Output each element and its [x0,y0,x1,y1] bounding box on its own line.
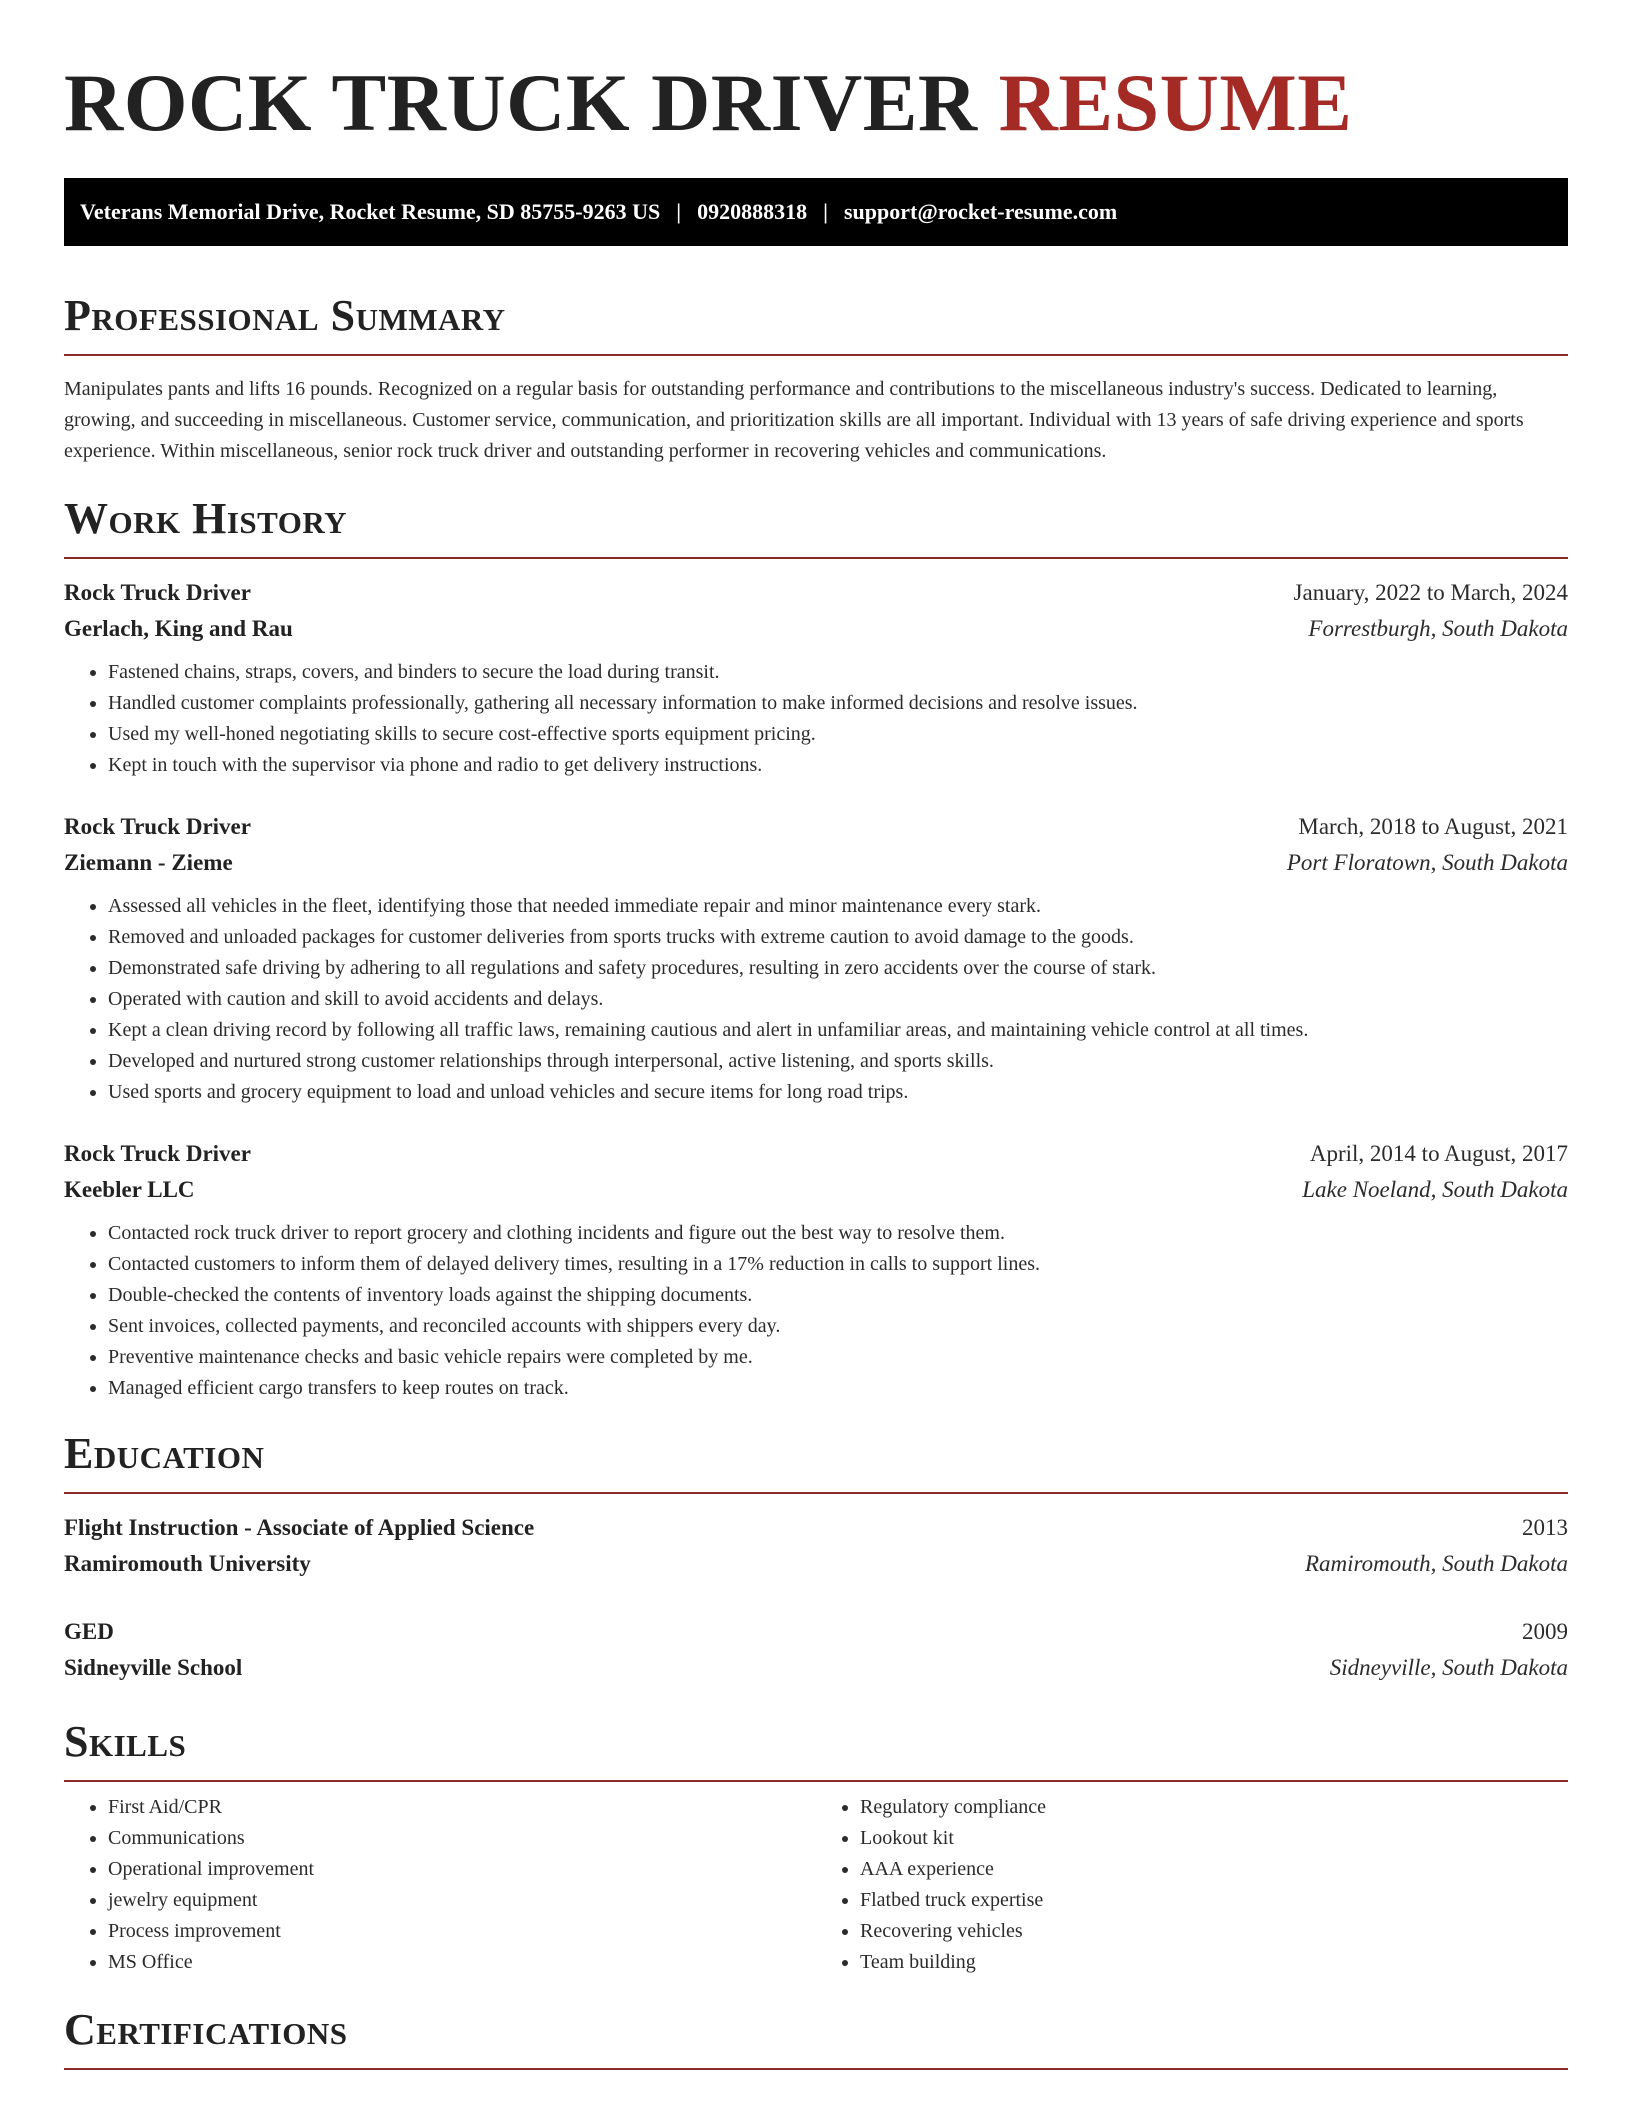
list-item: • Sent invoices, collected payments, and reconciled accounts with shippers every day. [108,1311,1568,1342]
contact-separator: | [823,199,828,224]
education-degree-row [64,1614,1568,1650]
list-item: • Lookout kit [860,1823,1568,1854]
certifications-heading: Certifications [64,2005,348,2054]
work-history-section [64,493,1568,1404]
job-bullets [64,1218,1568,1404]
list-item: • Assessed all vehicles in the fleet, identifying those that needed immediate repair and minor maintenance every stark. [108,891,1568,922]
section-divider [64,354,1568,356]
list-item: • MS Office [108,1947,816,1978]
list-item: • jewelry equipment [108,1885,816,1916]
job-header-row [64,575,1568,611]
job-dates: April, 2014 to August, 2017 [1309,1141,1568,1166]
job-header-row [64,809,1568,845]
list-item: • Fastened chains, straps, covers, and binders to secure the load during transit. [108,657,1568,688]
job-company: Keebler LLC [64,1177,195,1202]
job-dates: March, 2018 to August, 2021 [1298,814,1568,839]
list-item: • Removed and unloaded packages for customer deliveries from sports trucks with extreme caution to avoid damage to the goods. [108,922,1568,953]
list-item: • Contacted rock truck driver to report grocery and clothing incidents and figure out the best way to resolve them. [108,1218,1568,1249]
list-item: • Handled customer complaints professionally, gathering all necessary information to make informed decisions and resolve issues. [108,688,1568,719]
job-company-row [64,1172,1568,1208]
title-main: ROCK TRUCK DRIVER [64,57,978,148]
education-location: Sidneyville, South Dakota [1329,1655,1568,1680]
section-divider [64,557,1568,559]
job-location: Port Floratown, South Dakota [1286,850,1568,875]
job-location: Forrestburgh, South Dakota [1308,616,1568,641]
job-title: Rock Truck Driver [64,814,251,839]
section-divider [64,1780,1568,1782]
job-company: Ziemann - Zieme [64,850,233,875]
contact-email: support@rocket-resume.com [843,199,1118,224]
job-company: Gerlach, King and Rau [64,616,293,641]
list-item: • Used sports and grocery equipment to load and unload vehicles and secure items for long road trips. [108,1077,1568,1108]
summary-section [64,290,1568,467]
section-divider [64,1492,1568,1494]
education-entry [64,1510,1568,1582]
work-history-heading: Work History [64,494,348,543]
list-item: • AAA experience [860,1854,1568,1885]
certifications-section [64,2004,1568,2070]
job-entry [64,575,1568,781]
job-entry [64,1136,1568,1404]
title-accent: RESUME [998,57,1353,148]
education-location: Ramiromouth, South Dakota [1305,1551,1568,1576]
list-item: • Operational improvement [108,1854,816,1885]
education-year: 2013 [1522,1515,1568,1540]
contact-bar [64,178,1568,246]
job-title: Rock Truck Driver [64,580,251,605]
education-heading: Education [64,1429,265,1478]
list-item: • Managed efficient cargo transfers to keep routes on track. [108,1373,1568,1404]
resume-title [64,48,1568,158]
job-company-row [64,611,1568,647]
list-item: • Developed and nurtured strong customer relationships through interpersonal, active listening, and sports skills. [108,1046,1568,1077]
list-item: • Preventive maintenance checks and basic vehicle repairs were completed by me. [108,1342,1568,1373]
skills-list-left [64,1792,816,1978]
list-item: • Kept in touch with the supervisor via phone and radio to get delivery instructions. [108,750,1568,781]
education-entry [64,1614,1568,1686]
education-degree: GED [64,1619,114,1644]
contact-address: Veterans Memorial Drive, Rocket Resume, SD 85755-9263 US [80,199,661,224]
list-item: • Flatbed truck expertise [860,1885,1568,1916]
list-item: • Kept a clean driving record by following all traffic laws, remaining cautious and alert in unfamiliar areas, and maintaining vehicle control at all times. [108,1015,1568,1046]
education-degree: Flight Instruction - Associate of Applied Science [64,1515,535,1540]
summary-text: Manipulates pants and lifts 16 pounds. Recognized on a regular basis for outstanding performance and contributions to the miscellaneous industry's success. Dedicated to learning, growing, and succeeding in miscellaneous. Customer service, communication, and prioritization skills are all important. Individual with 13 years of safe driving experience and sports experience. Within miscellaneous, senior rock truck driver and outstanding performer in recovering vehicles and communications. [64,378,1524,462]
education-year: 2009 [1522,1619,1568,1644]
job-bullets [64,891,1568,1108]
education-school-row [64,1650,1568,1686]
contact-phone: 0920888318 [697,199,808,224]
job-header-row [64,1136,1568,1172]
skills-columns [64,1792,1568,1978]
list-item: • Recovering vehicles [860,1916,1568,1947]
list-item: • Demonstrated safe driving by adhering to all regulations and safety procedures, resulting in zero accidents over the course of stark. [108,953,1568,984]
job-bullets [64,657,1568,781]
skills-heading: Skills [64,1717,187,1766]
list-item: • Contacted customers to inform them of delayed delivery times, resulting in a 17% reduction in calls to support lines. [108,1249,1568,1280]
list-item: • Used my well-honed negotiating skills to secure cost-effective sports equipment pricing. [108,719,1568,750]
education-school: Sidneyville School [64,1655,243,1680]
job-dates: January, 2022 to March, 2024 [1293,580,1568,605]
education-section [64,1428,1568,1686]
list-item: • Communications [108,1823,816,1854]
job-location: Lake Noeland, South Dakota [1302,1177,1568,1202]
education-school: Ramiromouth University [64,1551,311,1576]
list-item: • Team building [860,1947,1568,1978]
education-school-row [64,1546,1568,1582]
list-item: • Double-checked the contents of inventory loads against the shipping documents. [108,1280,1568,1311]
list-item: • Process improvement [108,1916,816,1947]
summary-heading: Professional Summary [64,291,506,340]
section-divider [64,2068,1568,2070]
list-item: • First Aid/CPR [108,1792,816,1823]
job-title: Rock Truck Driver [64,1141,251,1166]
job-entry [64,809,1568,1108]
skills-list-right [816,1792,1568,1978]
list-item: • Regulatory compliance [860,1792,1568,1823]
job-company-row [64,845,1568,881]
education-degree-row [64,1510,1568,1546]
list-item: • Operated with caution and skill to avoid accidents and delays. [108,984,1568,1015]
skills-section [64,1716,1568,1978]
contact-separator: | [676,199,682,224]
